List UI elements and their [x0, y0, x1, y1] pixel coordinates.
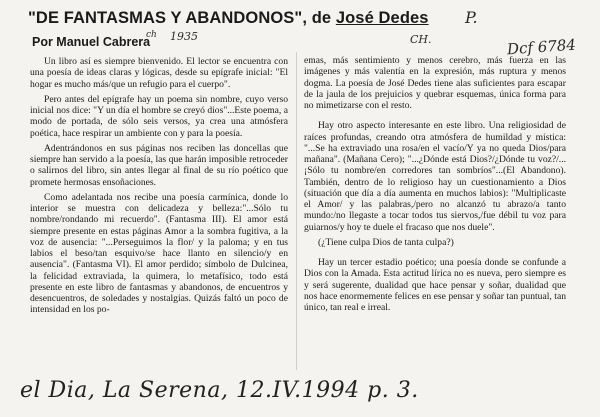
paragraph: (¿Tiene culpa Dios de tanta culpa?) [318, 236, 454, 248]
handwritten-byline-year: 1935 [170, 30, 198, 43]
paragraph: Un libro así es siempre bienvenido. El lector se encuentra con una poesía de ideas claras y lógicas, desde su epígrafe inicial: "El hogar es mucho más/que un refugio para el cuerpo". [30, 56, 288, 90]
column-divider [296, 52, 297, 370]
handwritten-source-note: el Dia, La Serena, 12.IV.1994 p. 3. [20, 378, 419, 403]
article-column-1 [30, 56, 288, 316]
paragraph: Hay un tercer estadio poético; una poesía donde se confunde a Dios con la Amada. Esta actitud lírica no es nueva, pero siempre es y será sugerente, dualidad que hace pensar y soñar, dualidad que nos hace enormemente felices en ese pensar y soñar tan puntual, tan único, tan real e irreal. [304, 257, 566, 313]
title-text: "DE FANTASMAS Y ABANDONOS", de [28, 9, 336, 27]
paragraph: Como adelantada nos recibe una poesía carmínica, donde lo interior se muestra con delicadeza y belleza:"...Sólo tu nombre/rondando mi recuerdo". (Fantasma III). El amor está siempre presente en estas páginas Amor a la sombra fugitiva, a la voz de ausencia: "...Perseguimos la flor/ y la paloma; y en tus labios el beso/tan esquivo/se hace llanto en silencio/y en ausencia". (Fantasma VI). El amor perdido; símbolo de Dulcinea, la felicidad extraviada, la quimera, lo metafísico, todo está presente en este libro de fantasmas y abandonos, de encuentros y desencuentros, de soledades y nostalgias. Quizás faltó un poco de intensidad en los po- [30, 191, 288, 316]
paragraph: Adentrándonos en sus páginas nos reciben las doncellas que siempre han servido a la poesía, las que harán imposible retroceder o salirnos del libro, sin antes llegar al final de su río poético que promete hermosas ensoñaciones. [30, 142, 288, 188]
title-author: José Dedes [335, 9, 429, 27]
handwritten-byline-note: ch [146, 30, 157, 40]
paragraph: Pero antes del epígrafe hay un poema sin nombre, cuyo verso inicial nos dice: "Y un día el hombre se creyó dios"...Este poema, a modo de portada, de sólo seis versos, ya crea una atmósfera poética, hace respirar un ambiente con y para la poesía. [30, 93, 288, 139]
article-column-2 [304, 9, 566, 313]
paragraph: emas, más sentimiento y menos cerebro, más fuerza en las imágenes y más valentía en la expresión, más ruptura y menos dogma. La poesía de José Dedes tiene alas suficientes para escapar de la jaula de los prejuicios y quebrar esquemas, única forma para no mimetizarse con el resto. [304, 55, 566, 111]
byline: Por Manuel Cabrera [32, 35, 151, 49]
handwritten-ref-code: Dcf 6784 [506, 35, 577, 59]
handwritten-p-mark: P. [465, 8, 478, 27]
handwritten-ch-mark: CH. [410, 33, 432, 46]
paragraph: Hay otro aspecto interesante en este libro. Una religiosidad de raíces profundas, creando otra atmósfera de humildad y mística: "...Se ha extraviado una rosa/en el vacío/Y ya no queda Dios/para mañana". (Mañana Cero); "...¿Dónde está Dios?/¿Dónde tu voz?/...¡Sólo tu nombre/en corredores tan sombríos"...(El Abandono). También, dentro de lo religioso hay un cuestionamiento a Dios (situación que día a día aumenta en muchos labios): "Multiplicaste el Amor/ y las palabras,/pero no alcanzó tu abrazo/a tanto mundo:/no llegaste a tocar todos tus siervos,/fue débil tu voz para guiarnos/y hoy te duele el fracaso que nos duele". [304, 120, 566, 233]
